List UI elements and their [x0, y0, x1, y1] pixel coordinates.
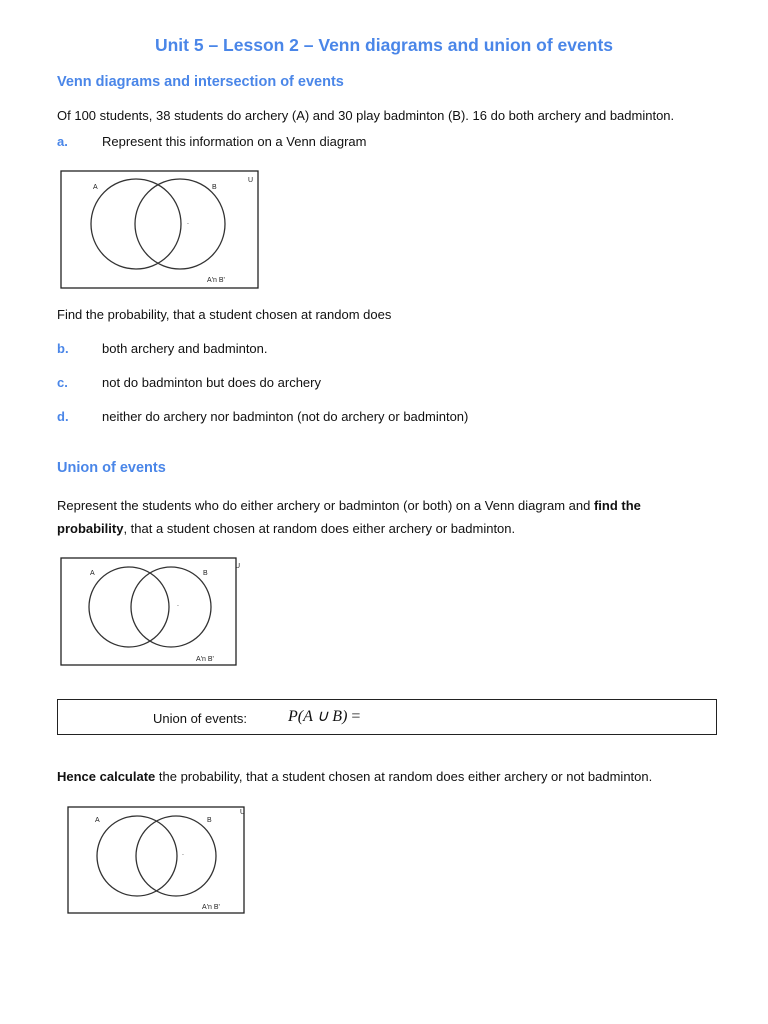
question-d-label: d. — [57, 409, 69, 424]
circle-b — [135, 179, 225, 269]
label-b: B — [207, 817, 212, 824]
union-label: Union of events: — [153, 711, 247, 726]
center-dot: . — [177, 601, 179, 608]
hence-rest: the probability, that a student chosen at random does either archery or not badminton. — [155, 769, 653, 784]
question-c-text: not do badminton but does do archery — [102, 375, 321, 390]
circle-b — [131, 567, 211, 647]
section-heading-intersection: Venn diagrams and intersection of events — [57, 74, 344, 90]
union-paragraph-bold: find the probability — [57, 498, 641, 536]
union-paragraph — [57, 494, 697, 540]
label-u: U — [240, 809, 246, 816]
question-c-label: c. — [57, 375, 68, 390]
page-title: Unit 5 – Lesson 2 – Venn diagrams and union of events — [154, 35, 614, 55]
union-formula — [288, 706, 360, 728]
section-heading-union: Union of events — [57, 460, 166, 476]
label-u: U — [248, 177, 254, 184]
problem-intro: Of 100 students, 38 students do archery (A) and 30 play badminton (B). 16 do both archery and badminton. — [57, 108, 675, 123]
hence-bold: Hence calculate — [57, 769, 156, 784]
find-probability-text: Find the probability, that a student chosen at random does — [57, 307, 392, 322]
circle-a — [89, 567, 169, 647]
label-complement: A'n B' — [202, 904, 220, 911]
center-dot: . — [182, 850, 184, 857]
circle-a — [91, 179, 181, 269]
union-formula-box — [57, 699, 717, 735]
label-a: A — [90, 570, 95, 577]
center-dot: . — [187, 219, 189, 226]
venn-diagram-1 — [55, 168, 265, 293]
circle-a — [97, 816, 177, 896]
venn-diagram-2 — [55, 558, 245, 670]
question-b-label: b. — [57, 341, 69, 356]
label-b: B — [212, 184, 217, 191]
union-formula-equals: = — [351, 708, 361, 725]
label-a: A — [93, 184, 98, 191]
label-a: A — [95, 817, 100, 824]
label-b: B — [203, 570, 208, 577]
circle-b — [136, 816, 216, 896]
question-a-label: a. — [57, 134, 68, 149]
hence-paragraph — [57, 768, 652, 785]
question-b-text: both archery and badminton. — [102, 341, 268, 356]
venn-diagram-3 — [62, 805, 254, 917]
question-a-text: Represent this information on a Venn diagram — [102, 134, 367, 149]
union-paragraph-start: Represent the students who do either archery or badminton (or both) on a Venn diagram and — [57, 498, 594, 513]
universal-set-box — [61, 171, 258, 288]
union-paragraph-end: , that a student chosen at random does either archery or badminton. — [123, 521, 516, 536]
label-complement: A'n B' — [207, 277, 225, 284]
label-complement: A'n B' — [196, 656, 214, 663]
union-formula-expression: P(A ∪ B) — [288, 708, 352, 725]
question-d-text: neither do archery nor badminton (not do archery or badminton) — [102, 409, 469, 424]
label-u: U — [235, 563, 241, 570]
